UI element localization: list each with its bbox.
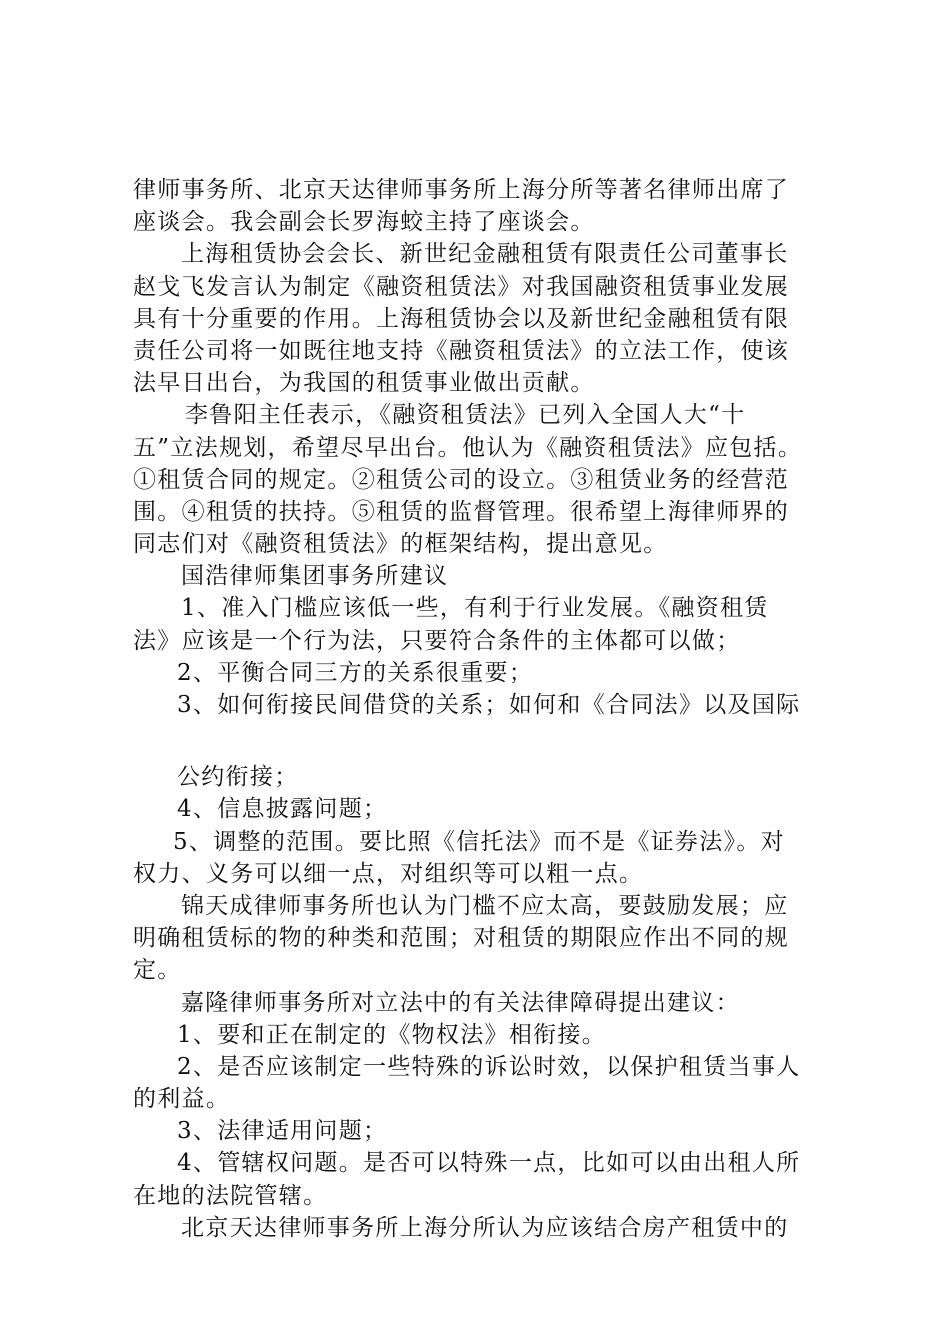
text-line: 3、法律适用问题； [177, 1118, 388, 1145]
text-line: 2、是否应该制定一些特殊的诉讼时效，以保护租赁当事人 [177, 1053, 801, 1080]
text-line: 律师事务所、北京天达律师事务所上海分所等著名律师出席了 [133, 177, 790, 203]
text-line: 权力、义务可以细一点，对组织等可以粗一点。 [133, 860, 644, 887]
text-line: 嘉隆律师事务所对立法中的有关法律障碍提出建议： [181, 989, 740, 1016]
page-gap [133, 721, 833, 761]
text-line: 2、平衡合同三方的关系很重要； [177, 659, 534, 686]
text-line: 法》应该是一个行为法，只要符合条件的主体都可以做； [133, 627, 741, 654]
text-line: 的利益。 [133, 1086, 231, 1113]
text-line: 1、准入门槛应该低一些，有利于行业发展。《融资租赁 [181, 595, 769, 622]
text-line: 1、要和正在制定的《物权法》相衔接。 [177, 1021, 607, 1048]
text-line: 李鲁阳主任表示，《融资租赁法》已列入全国人大“十 [185, 402, 746, 429]
text-line: 4、信息披露问题； [177, 796, 388, 823]
text-line: 座谈会。我会副会长罗海蛟主持了座谈会。 [133, 209, 595, 236]
text-line: 围。④租赁的扶持。⑤租赁的监督管理。很希望上海律师界的 [133, 498, 790, 525]
text-line: 上海租赁协会会长、新世纪金融租赁有限责任公司董事长 [181, 241, 789, 268]
text-line: 五”立法规划，希望尽早出台。他认为《融资租赁法》应包括。 [133, 434, 803, 461]
text-line: 3、如何衔接民间借贷的关系；如何和《合同法》以及国际 [177, 692, 801, 718]
text-line: 公约衔接； [177, 764, 299, 791]
text-line: ①租赁合同的规定。②租赁公司的设立。③租赁业务的经营范 [133, 466, 790, 493]
text-line: 4、管辖权问题。是否可以特殊一点，比如可以由出租人所 [177, 1150, 801, 1177]
text-line: 同志们对《融资租赁法》的框架结构，提出意见。 [133, 531, 668, 558]
text-line: 责任公司将一如既往地支持《融资租赁法》的立法工作，使该 [133, 337, 790, 364]
text-line: 国浩律师集团事务所建议 [181, 563, 449, 590]
text-line: 赵戈飞发言认为制定《融资租赁法》对我国融资租赁事业发展 [133, 273, 790, 300]
text-line: 定。 [133, 957, 182, 984]
text-line: 锦天成律师事务所也认为门槛不应太高，要鼓励发展；应 [181, 892, 789, 919]
text-line: 法早日出台，为我国的租赁事业做出贡献。 [133, 370, 595, 397]
text-line: 具有十分重要的作用。上海租赁协会以及新世纪金融租赁有限 [133, 305, 790, 332]
text-line: 明确租赁标的物的种类和范围；对租赁的期限应作出不同的规 [133, 925, 790, 952]
text-line: 在地的法院管辖。 [133, 1182, 328, 1209]
text-line: 5、调整的范围。要比照《信托法》而不是《证券法》。对 [173, 828, 785, 855]
document-body [133, 174, 833, 1244]
text-line: 北京天达律师事务所上海分所认为应该结合房产租赁中的 [181, 1214, 789, 1241]
